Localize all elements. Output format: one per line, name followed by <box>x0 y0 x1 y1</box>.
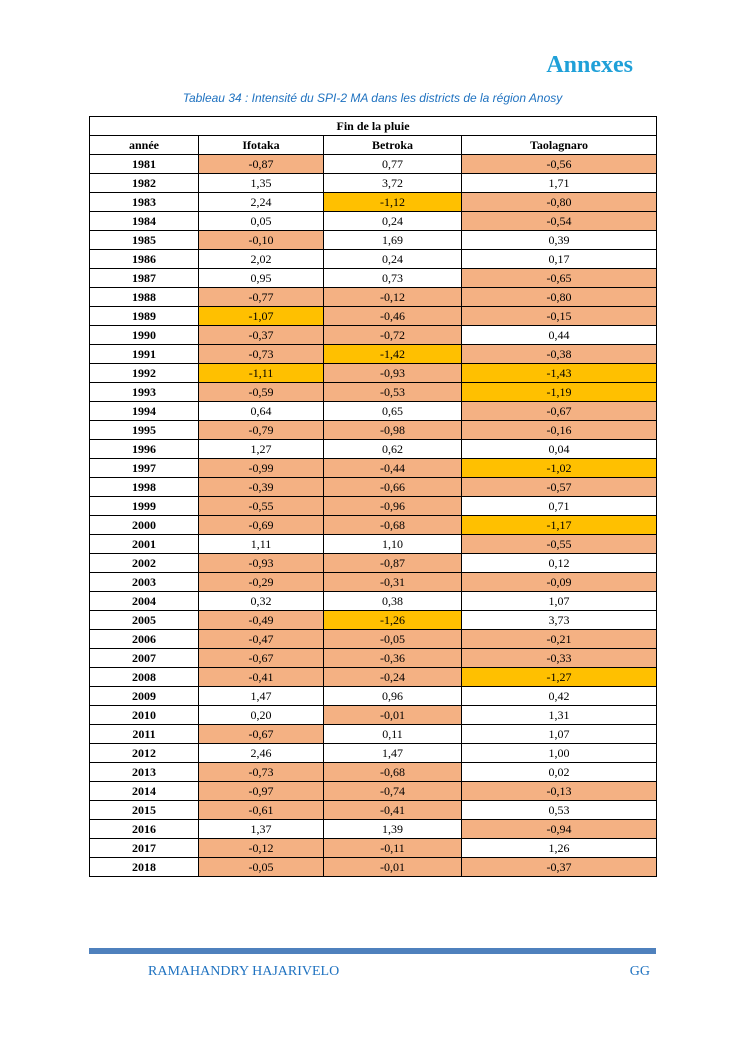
ifotaka-cell: -0,99 <box>199 459 324 478</box>
ifotaka-cell: -0,97 <box>199 782 324 801</box>
ifotaka-cell: 1,11 <box>199 535 324 554</box>
year-cell: 1990 <box>90 326 199 345</box>
ifotaka-cell: -0,87 <box>199 155 324 174</box>
betroka-cell: 1,10 <box>324 535 462 554</box>
betroka-cell: 1,69 <box>324 231 462 250</box>
betroka-cell: -0,36 <box>324 649 462 668</box>
table-row <box>90 421 657 440</box>
table-row <box>90 801 657 820</box>
ifotaka-cell: -0,79 <box>199 421 324 440</box>
betroka-cell: 0,65 <box>324 402 462 421</box>
table-row <box>90 288 657 307</box>
betroka-cell: -0,44 <box>324 459 462 478</box>
ifotaka-cell: -0,39 <box>199 478 324 497</box>
table-row <box>90 858 657 877</box>
column-header-taolagnaro: Taolagnaro <box>462 136 657 155</box>
year-cell: 2018 <box>90 858 199 877</box>
betroka-cell: -0,53 <box>324 383 462 402</box>
betroka-cell: 0,11 <box>324 725 462 744</box>
year-cell: 1981 <box>90 155 199 174</box>
taolagnaro-cell: 3,73 <box>462 611 657 630</box>
ifotaka-cell: 2,46 <box>199 744 324 763</box>
footer-divider <box>89 948 656 954</box>
year-cell: 2009 <box>90 687 199 706</box>
taolagnaro-cell: 1,26 <box>462 839 657 858</box>
ifotaka-cell: -1,07 <box>199 307 324 326</box>
taolagnaro-cell: 1,00 <box>462 744 657 763</box>
betroka-cell: -0,01 <box>324 858 462 877</box>
betroka-cell: -0,24 <box>324 668 462 687</box>
table-row <box>90 402 657 421</box>
taolagnaro-cell: -1,27 <box>462 668 657 687</box>
taolagnaro-cell: -0,67 <box>462 402 657 421</box>
taolagnaro-cell: -0,65 <box>462 269 657 288</box>
ifotaka-cell: -0,77 <box>199 288 324 307</box>
table-row <box>90 592 657 611</box>
table-row <box>90 554 657 573</box>
taolagnaro-cell: -0,21 <box>462 630 657 649</box>
taolagnaro-cell: 0,17 <box>462 250 657 269</box>
year-cell: 1988 <box>90 288 199 307</box>
taolagnaro-cell: -0,15 <box>462 307 657 326</box>
taolagnaro-cell: -1,02 <box>462 459 657 478</box>
table-row <box>90 307 657 326</box>
betroka-cell: -1,42 <box>324 345 462 364</box>
taolagnaro-cell: -0,13 <box>462 782 657 801</box>
ifotaka-cell: -0,10 <box>199 231 324 250</box>
betroka-cell: 0,73 <box>324 269 462 288</box>
year-cell: 2016 <box>90 820 199 839</box>
table-row <box>90 383 657 402</box>
year-cell: 1984 <box>90 212 199 231</box>
footer-author: RAMAHANDRY HAJARIVELO <box>148 964 340 979</box>
taolagnaro-cell: 0,39 <box>462 231 657 250</box>
ifotaka-cell: -0,93 <box>199 554 324 573</box>
year-cell: 2008 <box>90 668 199 687</box>
ifotaka-cell: 1,47 <box>199 687 324 706</box>
table-row <box>90 364 657 383</box>
betroka-cell: -1,26 <box>324 611 462 630</box>
table-row <box>90 516 657 535</box>
column-header-betroka: Betroka <box>324 136 462 155</box>
footer-code: GG <box>629 964 650 979</box>
ifotaka-cell: -1,11 <box>199 364 324 383</box>
ifotaka-cell: -0,41 <box>199 668 324 687</box>
year-cell: 2012 <box>90 744 199 763</box>
column-header-row <box>90 136 657 155</box>
ifotaka-cell: -0,67 <box>199 649 324 668</box>
table-row <box>90 744 657 763</box>
table-row <box>90 782 657 801</box>
table-row <box>90 611 657 630</box>
table-row <box>90 649 657 668</box>
ifotaka-cell: -0,61 <box>199 801 324 820</box>
year-cell: 2015 <box>90 801 199 820</box>
betroka-cell: 1,47 <box>324 744 462 763</box>
taolagnaro-cell: -0,94 <box>462 820 657 839</box>
ifotaka-cell: 0,95 <box>199 269 324 288</box>
table-row <box>90 478 657 497</box>
taolagnaro-cell: 1,71 <box>462 174 657 193</box>
year-cell: 1994 <box>90 402 199 421</box>
betroka-cell: -0,96 <box>324 497 462 516</box>
ifotaka-cell: -0,67 <box>199 725 324 744</box>
year-cell: 1992 <box>90 364 199 383</box>
taolagnaro-cell: 0,44 <box>462 326 657 345</box>
betroka-cell: -0,46 <box>324 307 462 326</box>
year-cell: 2005 <box>90 611 199 630</box>
betroka-cell: 0,62 <box>324 440 462 459</box>
table-row <box>90 497 657 516</box>
table-row <box>90 687 657 706</box>
year-cell: 1997 <box>90 459 199 478</box>
table-row <box>90 326 657 345</box>
ifotaka-cell: 1,27 <box>199 440 324 459</box>
ifotaka-cell: -0,73 <box>199 345 324 364</box>
betroka-cell: 0,77 <box>324 155 462 174</box>
year-cell: 1993 <box>90 383 199 402</box>
year-cell: 2011 <box>90 725 199 744</box>
year-cell: 2002 <box>90 554 199 573</box>
year-cell: 2003 <box>90 573 199 592</box>
taolagnaro-cell: -0,37 <box>462 858 657 877</box>
ifotaka-cell: 0,32 <box>199 592 324 611</box>
taolagnaro-cell: -1,19 <box>462 383 657 402</box>
ifotaka-cell: -0,37 <box>199 326 324 345</box>
year-cell: 2014 <box>90 782 199 801</box>
betroka-cell: 0,24 <box>324 212 462 231</box>
table-row <box>90 459 657 478</box>
taolagnaro-cell: -0,56 <box>462 155 657 174</box>
group-header-row <box>90 117 657 136</box>
taolagnaro-cell: 0,71 <box>462 497 657 516</box>
betroka-cell: 0,96 <box>324 687 462 706</box>
betroka-cell: -0,68 <box>324 763 462 782</box>
year-cell: 2007 <box>90 649 199 668</box>
year-cell: 2013 <box>90 763 199 782</box>
table-row <box>90 706 657 725</box>
year-cell: 1998 <box>90 478 199 497</box>
betroka-cell: -0,72 <box>324 326 462 345</box>
taolagnaro-cell: 1,31 <box>462 706 657 725</box>
year-cell: 2001 <box>90 535 199 554</box>
ifotaka-cell: 0,05 <box>199 212 324 231</box>
table-row <box>90 345 657 364</box>
ifotaka-cell: 2,02 <box>199 250 324 269</box>
table-row <box>90 250 657 269</box>
page-section-title: Annexes <box>546 52 633 78</box>
year-cell: 2017 <box>90 839 199 858</box>
column-header-ifotaka: Ifotaka <box>199 136 324 155</box>
taolagnaro-cell: 0,53 <box>462 801 657 820</box>
betroka-cell: -0,05 <box>324 630 462 649</box>
ifotaka-cell: -0,69 <box>199 516 324 535</box>
year-cell: 1996 <box>90 440 199 459</box>
taolagnaro-cell: -1,17 <box>462 516 657 535</box>
year-cell: 2006 <box>90 630 199 649</box>
ifotaka-cell: 0,64 <box>199 402 324 421</box>
table-row <box>90 630 657 649</box>
betroka-cell: 0,38 <box>324 592 462 611</box>
year-cell: 1999 <box>90 497 199 516</box>
ifotaka-cell: -0,73 <box>199 763 324 782</box>
taolagnaro-cell: -0,09 <box>462 573 657 592</box>
ifotaka-cell: -0,29 <box>199 573 324 592</box>
taolagnaro-cell: -0,80 <box>462 193 657 212</box>
ifotaka-cell: 1,35 <box>199 174 324 193</box>
table-row <box>90 839 657 858</box>
taolagnaro-cell: -0,54 <box>462 212 657 231</box>
year-cell: 1983 <box>90 193 199 212</box>
year-cell: 1986 <box>90 250 199 269</box>
table-row <box>90 212 657 231</box>
betroka-cell: -1,12 <box>324 193 462 212</box>
taolagnaro-cell: 1,07 <box>462 725 657 744</box>
ifotaka-cell: -0,59 <box>199 383 324 402</box>
spi-table <box>89 116 657 877</box>
table-body <box>90 155 657 877</box>
year-cell: 1982 <box>90 174 199 193</box>
ifotaka-cell: -0,12 <box>199 839 324 858</box>
table-row <box>90 573 657 592</box>
taolagnaro-cell: -0,57 <box>462 478 657 497</box>
group-header: Fin de la pluie <box>90 117 657 136</box>
betroka-cell: -0,93 <box>324 364 462 383</box>
table-row <box>90 535 657 554</box>
year-cell: 1989 <box>90 307 199 326</box>
table-row <box>90 193 657 212</box>
betroka-cell: 0,24 <box>324 250 462 269</box>
betroka-cell: 1,39 <box>324 820 462 839</box>
betroka-cell: -0,01 <box>324 706 462 725</box>
year-cell: 2000 <box>90 516 199 535</box>
taolagnaro-cell: -1,43 <box>462 364 657 383</box>
betroka-cell: -0,98 <box>324 421 462 440</box>
betroka-cell: -0,41 <box>324 801 462 820</box>
table-row <box>90 763 657 782</box>
betroka-cell: -0,66 <box>324 478 462 497</box>
taolagnaro-cell: 0,02 <box>462 763 657 782</box>
year-cell: 1985 <box>90 231 199 250</box>
column-header-year: année <box>90 136 199 155</box>
year-cell: 2010 <box>90 706 199 725</box>
betroka-cell: -0,12 <box>324 288 462 307</box>
betroka-cell: -0,74 <box>324 782 462 801</box>
year-cell: 1991 <box>90 345 199 364</box>
betroka-cell: -0,68 <box>324 516 462 535</box>
table-row <box>90 155 657 174</box>
taolagnaro-cell: -0,38 <box>462 345 657 364</box>
table-row <box>90 440 657 459</box>
table-row <box>90 231 657 250</box>
year-cell: 1995 <box>90 421 199 440</box>
ifotaka-cell: 0,20 <box>199 706 324 725</box>
table-row <box>90 820 657 839</box>
betroka-cell: -0,11 <box>324 839 462 858</box>
taolagnaro-cell: -0,16 <box>462 421 657 440</box>
taolagnaro-cell: -0,33 <box>462 649 657 668</box>
taolagnaro-cell: 0,04 <box>462 440 657 459</box>
taolagnaro-cell: -0,55 <box>462 535 657 554</box>
taolagnaro-cell: 0,12 <box>462 554 657 573</box>
taolagnaro-cell: -0,80 <box>462 288 657 307</box>
betroka-cell: -0,31 <box>324 573 462 592</box>
ifotaka-cell: 1,37 <box>199 820 324 839</box>
taolagnaro-cell: 1,07 <box>462 592 657 611</box>
table-row <box>90 725 657 744</box>
ifotaka-cell: -0,49 <box>199 611 324 630</box>
betroka-cell: 3,72 <box>324 174 462 193</box>
year-cell: 2004 <box>90 592 199 611</box>
taolagnaro-cell: 0,42 <box>462 687 657 706</box>
table-row <box>90 174 657 193</box>
year-cell: 1987 <box>90 269 199 288</box>
ifotaka-cell: -0,47 <box>199 630 324 649</box>
betroka-cell: -0,87 <box>324 554 462 573</box>
table-row <box>90 668 657 687</box>
table-row <box>90 269 657 288</box>
table-caption: Tableau 34 : Intensité du SPI-2 MA dans les districts de la région Anosy <box>182 91 563 105</box>
ifotaka-cell: -0,05 <box>199 858 324 877</box>
ifotaka-cell: -0,55 <box>199 497 324 516</box>
ifotaka-cell: 2,24 <box>199 193 324 212</box>
